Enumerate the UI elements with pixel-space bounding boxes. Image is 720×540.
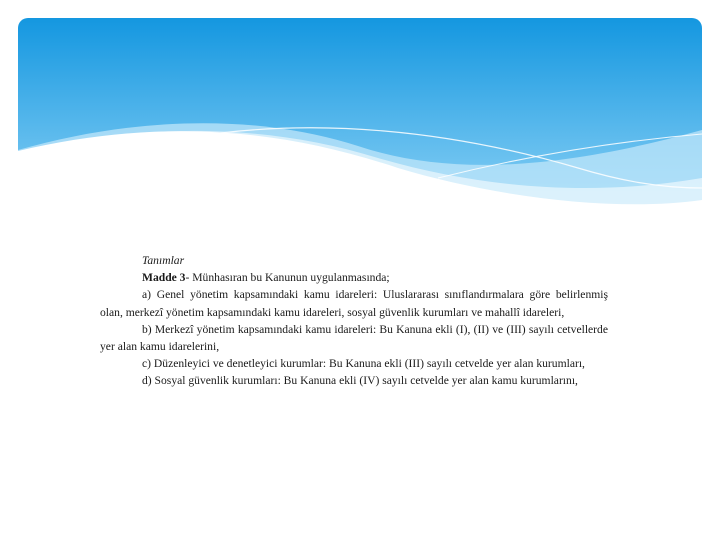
- article-intro: - Münhasıran bu Kanunun uygulanmasında;: [185, 271, 390, 285]
- section-heading: Tanımlar: [142, 254, 185, 267]
- definition-item-d: d) Sosyal güvenlik kurumları: Bu Kanuna ekli (IV) sayılı cetvelde yer alan kamu kurumlarını,: [142, 374, 578, 388]
- article-label: Madde 3: [142, 271, 186, 285]
- article-intro-paragraph: [100, 269, 608, 286]
- definition-item-a: a) Genel yönetim kapsamındaki kamu idareleri: Uluslararası sınıflandırmalara göre belirlenmiş olan, merkezî yönetim kapsamındaki kamu idareleri, sosyal güvenlik kurumları ve mahallî idareleri,: [100, 288, 608, 319]
- header-wave-banner: [18, 18, 702, 218]
- document-excerpt: [100, 252, 608, 390]
- definition-item-b: b) Merkezî yönetim kapsamındaki kamu idareleri: Bu Kanuna ekli (I), (II) ve (III) sayılı cetvellerde yer alan kamu idarelerini,: [100, 322, 608, 354]
- definition-item-c: c) Düzenleyici ve denetleyici kurumlar: Bu Kanuna ekli (III) sayılı cetvelde yer alan kurumları,: [142, 357, 585, 371]
- wave-graphic: [18, 18, 702, 218]
